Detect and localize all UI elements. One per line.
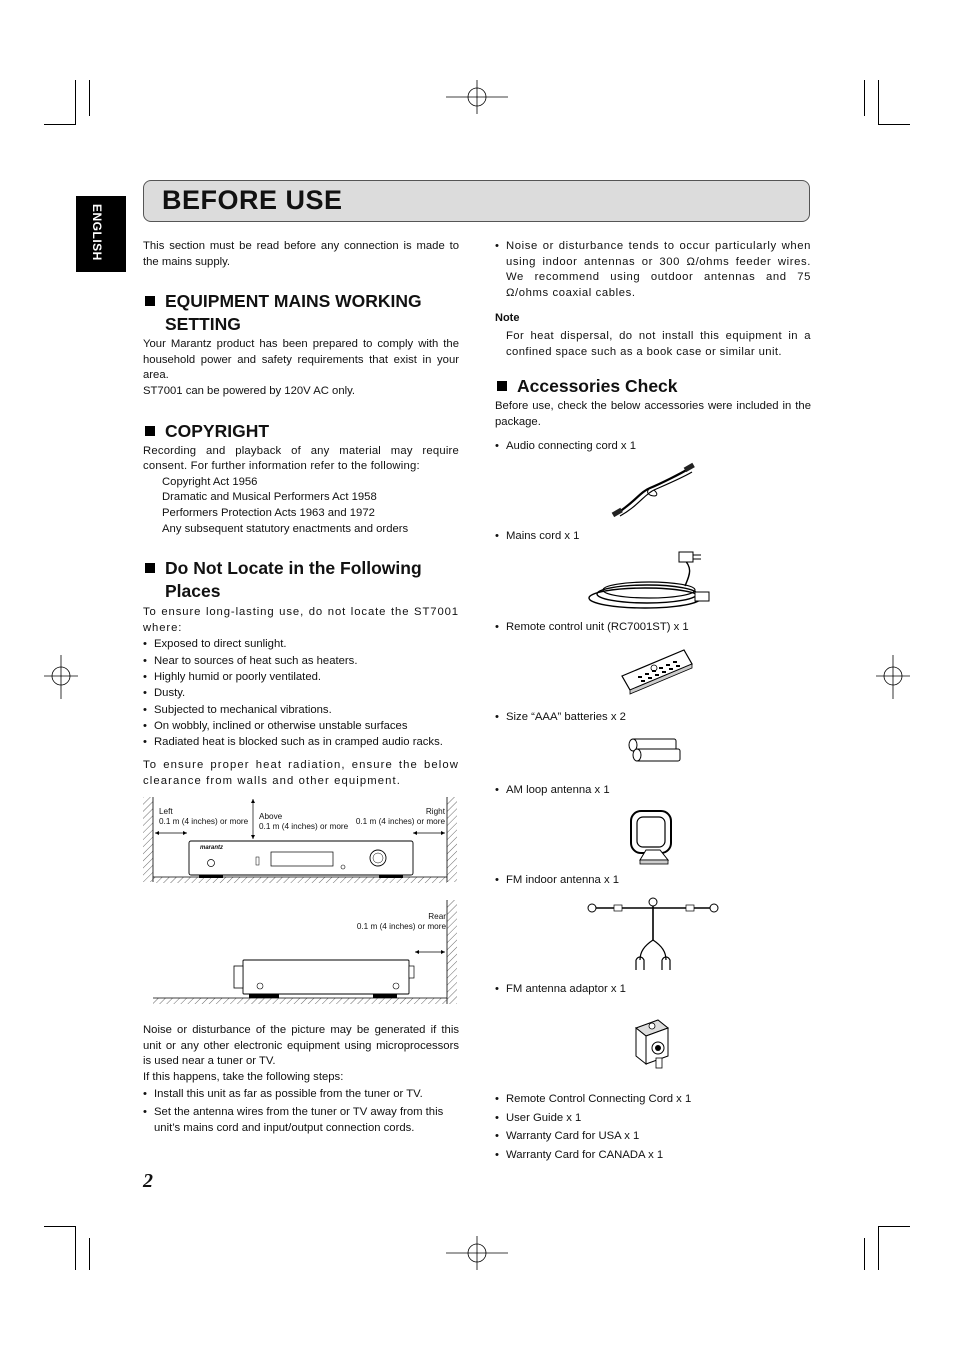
list-item: • Noise or disturbance tends to occur particularly when using indoor antennas or 300 Ω/ohms feeder wires. We recommend using outdoor antennas and 75 Ω/ohms coaxial cables.: [495, 239, 811, 301]
act-item: Copyright Act 1956: [162, 475, 258, 488]
mains-voltage-text: ST7001 can be powered by 120V AC only.: [143, 384, 356, 397]
rear-clearance-label: Rear: [428, 912, 446, 921]
fm-antenna-adaptor-icon: [630, 1016, 676, 1070]
copyright-heading: COPYRIGHT: [143, 420, 459, 443]
registration-mark-bottom: [446, 1236, 508, 1270]
accessory-item: • Mains cord x 1: [495, 529, 811, 545]
mains-cord-icon: [585, 548, 721, 614]
list-item: • Warranty Card for USA x 1: [495, 1127, 811, 1146]
batteries-icon: [626, 736, 684, 766]
above-clearance-value: 0.1 m (4 inches) or more: [259, 822, 349, 831]
above-clearance-label: Above: [259, 812, 283, 821]
registration-mark-right: [876, 655, 910, 699]
acts-list: [143, 475, 459, 537]
device-brand-label: marantz: [200, 845, 224, 851]
list-item: • Subjected to mechanical vibrations.: [143, 702, 459, 718]
extra-accessories: [495, 1090, 811, 1164]
locate-list: [143, 636, 459, 750]
locate-text: To ensure long-lasting use, do not locate the ST7001 where:: [143, 606, 459, 634]
list-item: • Near to sources of heat such as heaters.: [143, 653, 459, 669]
noise-steps-intro: If this happens, take the following steps:: [143, 1070, 344, 1083]
list-item: • Set the antenna wires from the tuner or TV away from this unit’s mains cord and input/output connection cords.: [143, 1105, 459, 1136]
list-item: • Remote Control Connecting Cord x 1: [495, 1090, 811, 1109]
accessories-intro: Before use, check the below accessories were included in the package.: [495, 400, 811, 428]
title-bar: [143, 180, 810, 222]
language-tab-label: ENGLISH: [90, 204, 104, 261]
list-item: • Highly humid or poorly ventilated.: [143, 669, 459, 685]
left-clearance-value: 0.1 m (4 inches) or more: [159, 817, 249, 826]
list-item: • Warranty Card for CANADA x 1: [495, 1146, 811, 1165]
right-clearance-label: Right: [425, 807, 445, 816]
list-item: • Radiated heat is blocked such as in cramped audio racks.: [143, 734, 459, 750]
square-bullet-icon: [497, 381, 507, 391]
remote-control-icon: [618, 646, 696, 696]
left-column: [143, 239, 459, 790]
clearance-text: To ensure proper heat radiation, ensure the below clearance from walls and other equipment.: [143, 759, 459, 787]
language-tab: [76, 196, 126, 272]
intro-text: This section must be read before any connection is made to the mains supply.: [143, 240, 459, 268]
act-item: Dramatic and Musical Performers Act 1958: [162, 491, 377, 504]
page-title: BEFORE USE: [162, 185, 343, 215]
act-item: Any subsequent statutory enactments and orders: [162, 522, 409, 535]
left-clearance-label: Left: [159, 807, 173, 816]
page-number: 2: [143, 1170, 153, 1192]
accessory-item: • Size “AAA” batteries x 2: [495, 710, 811, 726]
list-item: • Install this unit as far as possible from the tuner or TV.: [143, 1087, 459, 1103]
accessory-item: • FM antenna adaptor x 1: [495, 982, 811, 998]
list-item: • Exposed to direct sunlight.: [143, 636, 459, 652]
audio-cord-icon: [610, 462, 696, 520]
noise-section: [143, 1023, 459, 1136]
right-column: [495, 239, 811, 430]
locate-heading: Do Not Locate in the Following Places: [143, 557, 459, 603]
accessory-item: • AM loop antenna x 1: [495, 783, 811, 799]
list-item: • User Guide x 1: [495, 1109, 811, 1128]
rear-clearance-value: 0.1 m (4 inches) or more: [356, 922, 446, 931]
list-item: • On wobbly, inclined or otherwise unstable surfaces: [143, 718, 459, 734]
right-clearance-value: 0.1 m (4 inches) or more: [355, 817, 445, 826]
noise-advice-list: [495, 239, 811, 301]
act-item: Performers Protection Acts 1963 and 1972: [162, 506, 375, 519]
note-text: For heat dispersal, do not install this equipment in a confined space such as a book case or similar unit.: [506, 329, 811, 358]
registration-mark-left: [44, 655, 78, 699]
list-item: • Dusty.: [143, 685, 459, 701]
accessory-item: • FM indoor antenna x 1: [495, 873, 811, 889]
accessory-item: • Remote control unit (RC7001ST) x 1: [495, 620, 811, 636]
noise-text: Noise or disturbance of the picture may be generated if this unit or any other electronic equipment using microprocessors is used near a tuner or TV.: [143, 1024, 459, 1068]
copyright-text: Recording and playback of any material may require consent. For further information refer to the following:: [143, 444, 459, 473]
noise-steps-list: [143, 1087, 459, 1136]
accessories-heading: Accessories Check: [495, 375, 811, 398]
square-bullet-icon: [145, 563, 155, 573]
square-bullet-icon: [145, 296, 155, 306]
square-bullet-icon: [145, 426, 155, 436]
note-label: Note: [495, 312, 520, 325]
fm-indoor-antenna-icon: [584, 894, 722, 972]
mains-heading: EQUIPMENT MAINS WORKING SETTING: [143, 290, 459, 336]
registration-mark-top: [446, 80, 508, 114]
am-loop-antenna-icon: [628, 808, 678, 866]
accessory-item: • Audio connecting cord x 1: [495, 439, 811, 455]
mains-text: Your Marantz product has been prepared to comply with the household power and safety requirements that exist in your area.: [143, 338, 459, 382]
